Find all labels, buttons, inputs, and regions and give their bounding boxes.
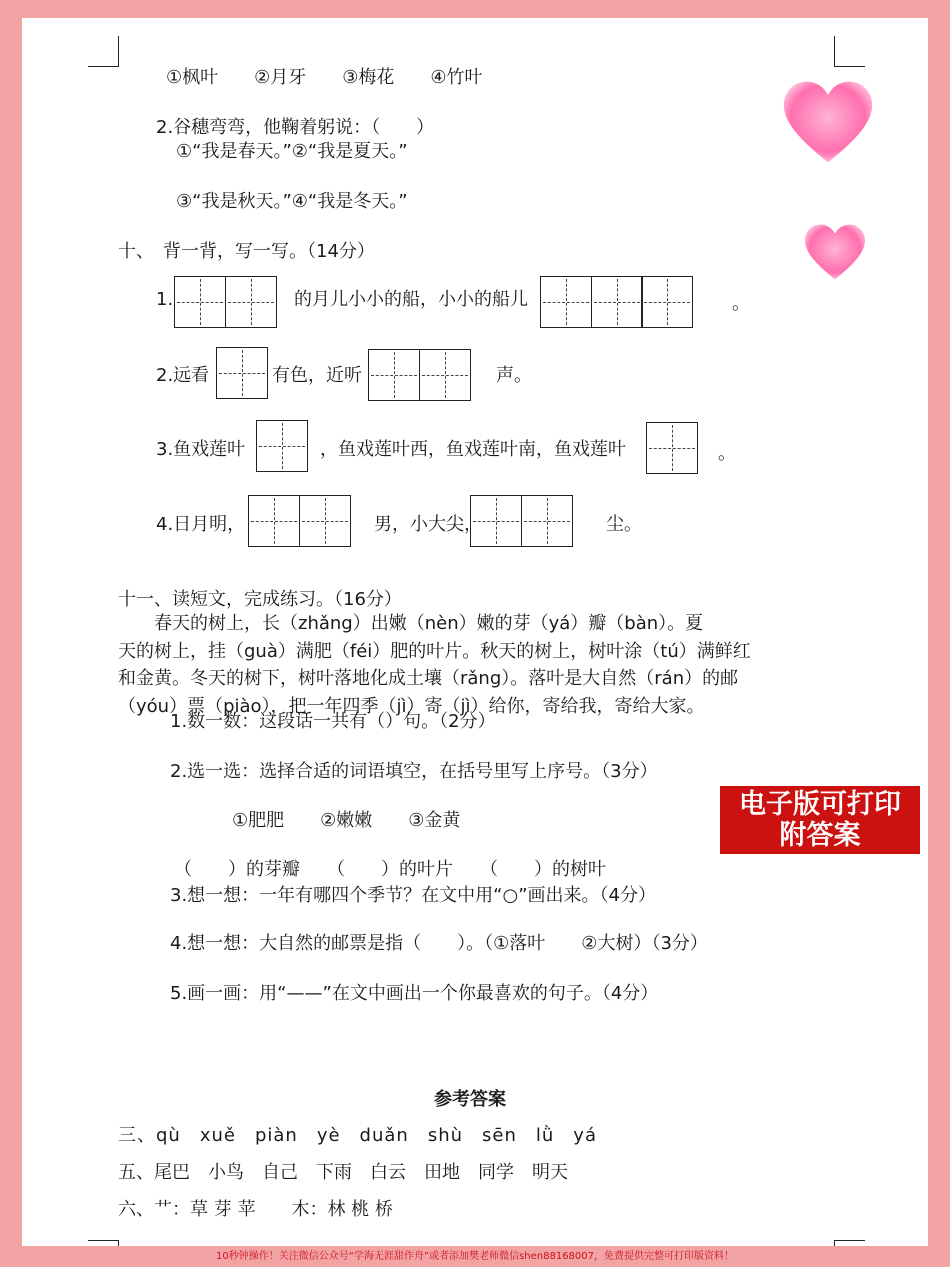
writing-grid[interactable]	[256, 420, 307, 472]
q9-2-options-a: ①“我是春天。”②“我是夏天。”	[176, 141, 408, 162]
worksheet-page	[22, 18, 928, 1246]
writing-cell[interactable]	[540, 276, 592, 328]
s10-line3-end: 。	[718, 443, 736, 464]
s10-line2-end: 声。	[496, 365, 532, 386]
writing-cell[interactable]	[174, 276, 226, 328]
passage-line: （yóu）票（piào），把一年四季（jì）寄（jì）给你，寄给我，寄给大家。	[118, 695, 705, 717]
writing-grid[interactable]	[248, 495, 349, 547]
s11-q3: 3.想一想：一年有哪四个季节？在文中用“○”画出来。（4分）	[170, 885, 656, 906]
s10-line4-text: 男，小大尖，	[374, 514, 482, 535]
writing-cell[interactable]	[470, 495, 522, 547]
s10-line1-text: 的月儿小小的船，小小的船儿	[294, 289, 528, 310]
writing-cell[interactable]	[225, 276, 277, 328]
s10-line2-prefix: 2.远看	[156, 365, 210, 386]
answer-5: 五、尾巴 小鸟 自己 下雨 白云 田地 同学 明天	[118, 1162, 568, 1183]
s11-q2-options: ①肥肥 ②嫩嫩 ③金黄	[232, 810, 461, 831]
writing-grid[interactable]	[368, 349, 469, 401]
s10-line3-prefix: 3.鱼戏莲叶	[156, 439, 246, 460]
answer-6: 六、艹：草 芽 苹 木：林 桃 桥	[118, 1199, 393, 1220]
s10-line1-end: 。	[732, 293, 750, 314]
s11-q1: 1.数一数：这段话一共有（）句。（2分）	[170, 711, 496, 732]
reading-passage	[118, 610, 848, 720]
s11-q5: 5.画一画：用“——”在文中画出一个你最喜欢的句子。（4分）	[170, 983, 659, 1004]
s11-q2: 2.选一选：选择合适的词语填空，在括号里写上序号。（3分）	[170, 761, 658, 782]
footer-notice: 10秒钟操作！关注微信公众号“学海无涯甜作舟”或者添加樊老师微信shen88168007，免费提供完整可打印版资料！	[215, 1251, 735, 1262]
writing-grid[interactable]	[646, 422, 697, 474]
q9-1-options: ①枫叶 ②月牙 ③梅花 ④竹叶	[166, 67, 483, 88]
s10-line4-end: 尘。	[606, 514, 642, 535]
s10-line4-prefix: 4.日月明，	[156, 514, 246, 535]
writing-cell[interactable]	[368, 349, 420, 401]
writing-cell[interactable]	[256, 420, 308, 472]
corner-mark-top-right	[834, 36, 865, 67]
writing-grid[interactable]	[470, 495, 571, 547]
s10-line2-text: 有色，近听	[272, 365, 362, 386]
heart-icon	[780, 76, 876, 168]
passage-line: 天的树上，挂（guà）满肥（féi）肥的叶片。秋天的树上，树叶涂（tú）满鲜红	[118, 640, 751, 662]
writing-cell[interactable]	[521, 495, 573, 547]
s10-line1-prefix: 1.	[156, 289, 174, 310]
answer-3: 三、qù xuě piàn yè duǎn shù sēn lǜ yá	[118, 1125, 597, 1146]
writing-cell[interactable]	[216, 347, 268, 399]
badge-line-1: 电子版可打印	[739, 789, 901, 820]
writing-cell[interactable]	[591, 276, 643, 328]
q9-2-stem: 2.谷穗弯弯，他鞠着躬说：（ ）	[156, 117, 435, 138]
writing-cell[interactable]	[641, 276, 693, 328]
s11-q2-blanks: （ ）的芽瓣 （ ）的叶片 （ ）的树叶	[174, 859, 606, 880]
writing-cell[interactable]	[248, 495, 300, 547]
section-10-title: 十、 背一背，写一写。（14分）	[118, 241, 375, 262]
corner-mark-top-left	[88, 36, 119, 67]
corner-mark-bottom-right	[834, 1240, 865, 1246]
heart-icon	[802, 222, 868, 282]
answers-title: 参考答案	[434, 1089, 506, 1110]
writing-cell[interactable]	[419, 349, 471, 401]
writing-cell[interactable]	[646, 422, 698, 474]
section-11-title: 十一、读短文，完成练习。（16分）	[118, 589, 402, 610]
corner-mark-bottom-left	[88, 1240, 119, 1246]
promo-badge	[720, 786, 920, 854]
writing-cell[interactable]	[299, 495, 351, 547]
s10-line3-text: ，鱼戏莲叶西，鱼戏莲叶南，鱼戏莲叶	[320, 439, 626, 460]
badge-line-2: 附答案	[779, 820, 861, 851]
passage-line: 春天的树上，长（zhǎng）出嫩（nèn）嫩的芽（yá）瓣（bàn）。夏	[118, 613, 704, 634]
writing-grid[interactable]	[540, 276, 692, 328]
writing-grid[interactable]	[174, 276, 275, 328]
passage-line: 和金黄。冬天的树下，树叶落地化成土壤（rǎng）。落叶是大自然（rán）的邮	[118, 668, 739, 689]
writing-grid[interactable]	[216, 347, 267, 399]
q9-2-options-b: ③“我是秋天。”④“我是冬天。”	[176, 191, 408, 212]
s11-q4: 4.想一想：大自然的邮票是指（ ）。（①落叶 ②大树）（3分）	[170, 933, 708, 954]
